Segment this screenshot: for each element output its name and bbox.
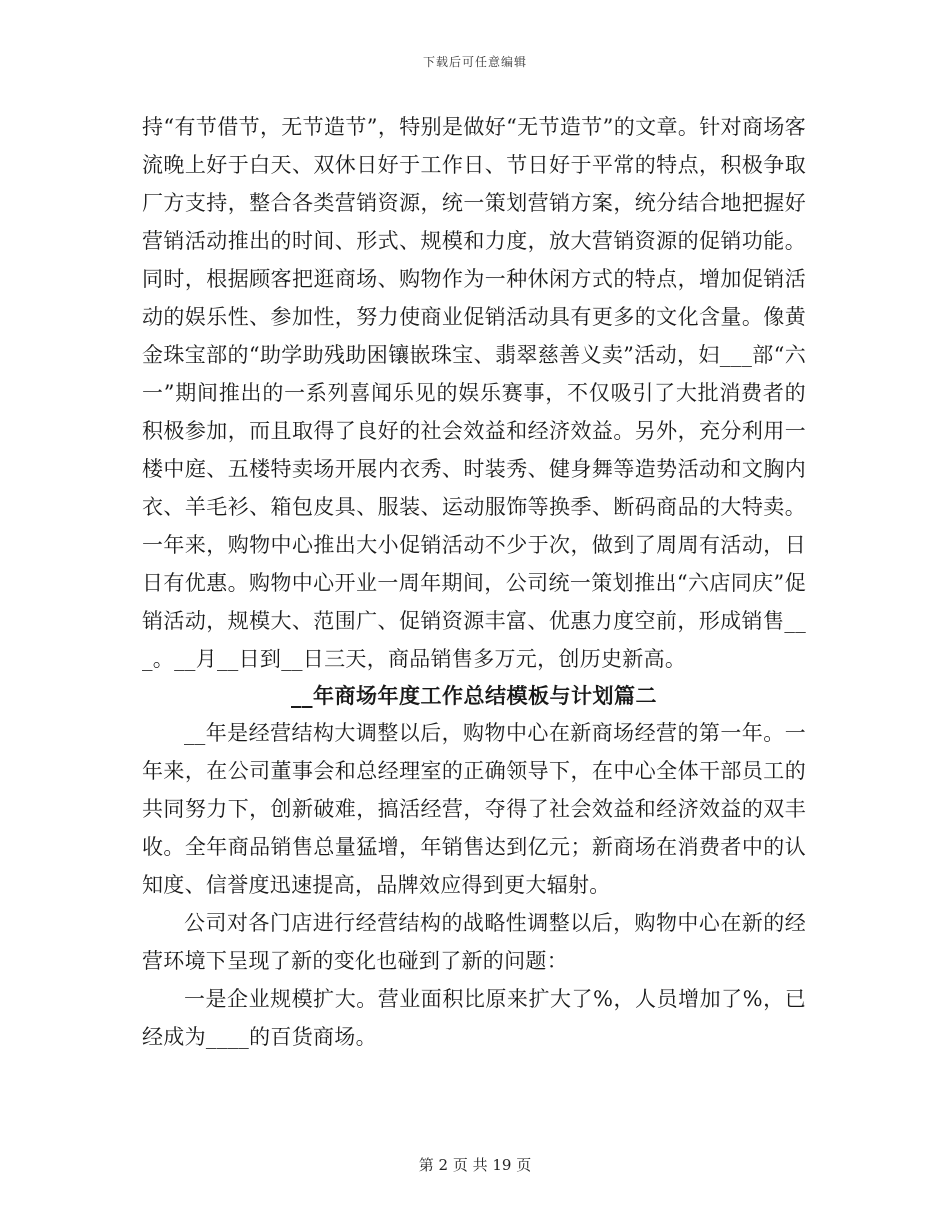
document-body [142, 108, 806, 1056]
paragraph-adjustment: 公司对各门店进行经营结构的战略性调整以后，购物中心在新的经营环境下呈现了新的变化也碰到了新的问题： [142, 911, 806, 973]
section-title: __年商场年度工作总结模板与计划篇二 [291, 683, 657, 708]
paragraph-scale: 一是企业规模扩大。营业面积比原来扩大了%，人员增加了%，已经成为____的百货商场。 [142, 987, 806, 1049]
page-number: 第 2 页 共 19 页 [418, 1156, 532, 1174]
paragraph-intro: __年是经营结构大调整以后，购物中心在新商场经营的第一年。一年来，在公司董事会和总经理室的正确领导下，在中心全体干部员工的共同努力下，创新破难，搞活经营，夺得了社会效益和经济效益的双丰收。全年商品销售总量猛增，年销售达到亿元；新商场在消费者中的认知度、信誉度迅速提高，品牌效应得到更大辐射。 [142, 721, 806, 897]
paragraph-continued: 持“有节借节，无节造节”，特别是做好“无节造节”的文章。针对商场客流晚上好于白天、双休日好于工作日、节日好于平常的特点，积极争取厂方支持，整合各类营销资源，统一策划营销方案，统分结合地把握好营销活动推出的时间、形式、规模和力度，放大营销资源的促销功能。同时，根据顾客把逛商场、购物作为一种休闲方式的特点，增加促销活动的娱乐性、参加性，努力使商业促销活动具有更多的文化含量。像黄金珠宝部的“助学助残助困镶嵌珠宝、翡翠慈善义卖”活动，妇___部“六一”期间推出的一系列喜闻乐见的娱乐赛事，不仅吸引了大批消费者的积极参加，而且取得了良好的社会效益和经济效益。另外，充分利用一楼中庭、五楼特卖场开展内衣秀、时装秀、健身舞等造势活动和文胸内衣、羊毛衫、箱包皮具、服装、运动服饰等换季、断码商品的大特卖。一年来，购物中心推出大小促销活动不少于次，做到了周周有活动，日日有优惠。购物中心开业一周年期间，公司统一策划推出“六店同庆”促销活动，规模大、范围广、促销资源丰富、优惠力度空前，形成销售___。__月__日到__日三天，商品销售多万元，创历史新高。 [142, 115, 806, 671]
page-header-note: 下载后可任意编辑 [422, 55, 527, 69]
